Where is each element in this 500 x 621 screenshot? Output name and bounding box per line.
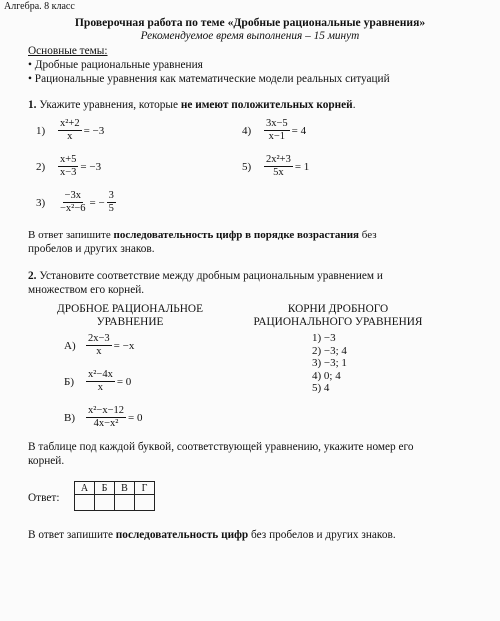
eq-denominator: 4x−x²	[93, 418, 119, 429]
task1-bold-text: не имеют положительных корней	[180, 99, 353, 111]
final-text-end: без пробелов и других знаков.	[251, 529, 396, 541]
instr-text: В ответ запишите	[28, 229, 111, 241]
task2-eq-a	[64, 333, 134, 358]
answer-header-v: В	[115, 482, 135, 495]
eq-fraction	[58, 118, 82, 143]
eq-fraction	[86, 333, 112, 358]
eq-fraction	[86, 369, 115, 394]
eq-numerator: 3x−5	[266, 118, 288, 129]
eq-numerator: −3x	[64, 190, 81, 201]
eq-label: В)	[64, 411, 75, 424]
eq-numerator: x+5	[60, 154, 77, 165]
eq-fraction	[58, 154, 78, 179]
roots-list	[312, 332, 347, 395]
answer-cell-v[interactable]	[115, 495, 135, 511]
eq-rhs-fraction	[107, 190, 116, 215]
answer-header-a: А	[75, 482, 95, 495]
task1-instruction-line2: пробелов и других знаков.	[28, 243, 155, 255]
answer-label: Ответ:	[28, 492, 60, 504]
eq-label: 2)	[36, 160, 46, 173]
eq-numerator: x²+2	[60, 118, 80, 129]
task1-eq-2	[36, 154, 101, 179]
eq-rhs: = −x	[113, 339, 135, 352]
task1-period: .	[352, 99, 356, 111]
eq-denominator: 5x	[273, 167, 284, 178]
eq-label: 1)	[36, 124, 46, 137]
root-option-4: 4) 0; 4	[312, 369, 341, 382]
eq-label: А)	[64, 339, 76, 352]
left-column-head-1: ДРОБНОЕ РАЦИОНАЛЬНОЕ	[57, 303, 203, 315]
task2-eq-b	[64, 369, 131, 394]
task1-eq-5	[242, 154, 309, 179]
answer-header-b: Б	[95, 482, 115, 495]
eq-numerator: x²−x−12	[88, 405, 124, 416]
eq-numerator: 2x−3	[88, 333, 110, 344]
eq-label: 4)	[242, 124, 252, 137]
task1-eq-4	[242, 118, 306, 143]
right-column-head-2: РАЦИОНАЛЬНОГО УРАВНЕНИЯ	[253, 316, 423, 328]
grade-header: Алгебра. 8 класс	[4, 1, 75, 12]
root-option-1: 1) −3	[312, 332, 336, 344]
task1-question	[28, 99, 356, 112]
eq-rhs: = −3	[80, 160, 102, 173]
eq-rhs: = 4	[291, 124, 307, 137]
answer-cell-b[interactable]	[95, 495, 115, 511]
root-option-3: 3) −3; 1	[312, 357, 347, 370]
eq-fraction	[264, 154, 293, 179]
eq-label: 3)	[36, 196, 46, 209]
eq-rhs: = 0	[116, 375, 132, 388]
task2-question-line2: множеством его корней.	[28, 284, 145, 296]
eq-denominator: x	[96, 346, 102, 357]
topic-item-1: • Дробные рациональные уравнения	[28, 59, 203, 71]
eq-rhs: = −	[89, 196, 105, 209]
task1-eq-1	[36, 118, 104, 143]
topic-item-2-text: Рациональные уравнения как математические модели реальных ситуаций	[34, 73, 390, 85]
instr-bold: последовательность цифр в порядке возрастания	[113, 229, 359, 241]
root-option-5: 5) 4	[312, 382, 330, 395]
topic-item-2: • Рациональные уравнения как математические модели реальных ситуаций	[28, 73, 390, 85]
eq-numerator: x²−4x	[88, 369, 113, 380]
eq-rhs: = 0	[128, 411, 143, 424]
eq-denominator: −x²−6	[60, 203, 86, 214]
answer-cell-a[interactable]	[75, 495, 95, 511]
time-note: Рекомендуемое время выполнения – 15 минут	[140, 30, 360, 42]
instr-text-end: без	[361, 229, 377, 241]
eq-rhs: = −3	[83, 124, 105, 137]
eq-numerator: 2x²+3	[266, 154, 291, 165]
answer-cell-g[interactable]	[135, 495, 155, 511]
answer-header-g: Г	[135, 482, 155, 495]
eq-fraction	[86, 405, 126, 430]
eq-denominator: x	[97, 382, 104, 393]
task2-text: Установите соответствие между дробным рациональным уравнением и	[39, 270, 383, 282]
eq-fraction	[58, 190, 88, 215]
eq-denominator: x−3	[60, 167, 77, 178]
task2-question-line1	[28, 270, 383, 283]
task2-eq-v	[64, 405, 142, 430]
eq-denominator: x	[67, 131, 73, 142]
left-column-head-2: УРАВНЕНИЕ	[96, 316, 164, 328]
eq-denominator: x−1	[268, 131, 286, 142]
table-instruction-line2: корней.	[28, 455, 65, 467]
task1-instruction-line1	[28, 229, 377, 242]
task1-number: 1.	[28, 99, 37, 111]
eq-label: Б)	[64, 375, 74, 388]
eq-fraction	[264, 118, 290, 143]
worksheet-title: Проверочная работа по теме «Дробные рациональные уравнения»	[74, 16, 426, 29]
table-instruction-line1: В таблице под каждой буквой, соответствующей уравнению, укажите номер его	[28, 441, 414, 453]
root-option-2: 2) −3; 4	[312, 344, 347, 357]
final-bold: последовательность цифр	[115, 529, 249, 541]
task2-number: 2.	[28, 270, 37, 282]
eq-rhs-numerator: 3	[108, 190, 114, 201]
topic-item-1-text: Дробные рациональные уравнения	[34, 59, 203, 71]
final-instruction	[28, 529, 396, 542]
task1-eq-3	[36, 190, 116, 215]
topics-heading: Основные темы:	[28, 45, 108, 57]
task1-text: Укажите уравнения, которые	[39, 99, 179, 111]
final-text: В ответ запишите	[28, 529, 113, 541]
eq-label: 5)	[242, 160, 252, 173]
answer-table	[74, 481, 155, 511]
eq-rhs: = 1	[294, 160, 310, 173]
eq-rhs-denominator: 5	[108, 203, 114, 214]
right-column-head-1: КОРНИ ДРОБНОГО	[287, 303, 389, 315]
